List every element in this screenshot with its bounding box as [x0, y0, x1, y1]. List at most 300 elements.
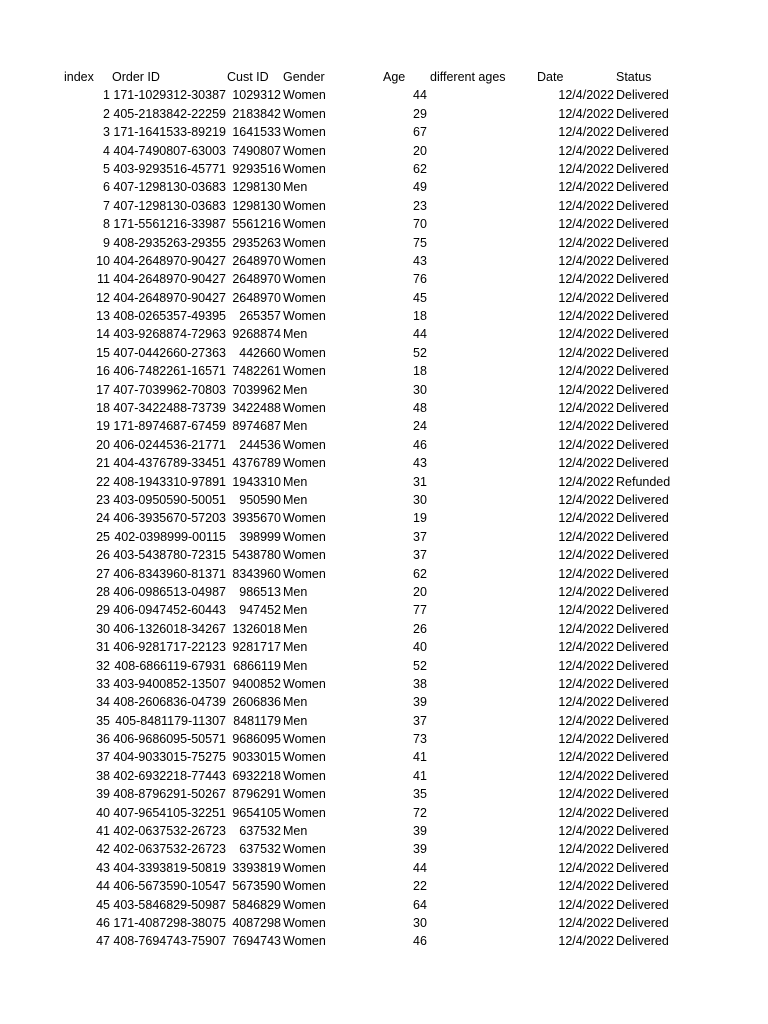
cell-status: Delivered: [616, 253, 669, 268]
cell-index: 8: [103, 217, 110, 232]
cell-cust-id: 9400852: [232, 676, 281, 691]
cell-gender: Women: [283, 566, 326, 581]
cell-index: 17: [96, 382, 110, 397]
cell-cust-id: 986513: [239, 584, 281, 599]
cell-age: 45: [413, 290, 427, 305]
cell-order-id: 408-8796291-50267: [113, 787, 226, 802]
table-row: [0, 859, 768, 877]
cell-order-id: 171-8974687-67459: [113, 419, 226, 434]
cell-gender: Women: [283, 309, 326, 324]
cell-order-id: 407-1298130-03683: [113, 198, 226, 213]
cell-order-id: 408-1943310-97891: [113, 474, 226, 489]
table-row: [0, 822, 768, 840]
cell-gender: Men: [283, 492, 308, 507]
cell-date: 12/4/2022: [558, 511, 614, 526]
cell-cust-id: 8481179: [233, 713, 281, 728]
cell-index: 24: [96, 511, 110, 526]
table-body: [0, 86, 768, 950]
cell-gender: Women: [283, 548, 326, 563]
cell-gender: Women: [283, 345, 326, 360]
cell-date: 12/4/2022: [558, 290, 614, 305]
cell-index: 35: [96, 713, 110, 728]
cell-date: 12/4/2022: [558, 603, 614, 618]
cell-cust-id: 398999: [239, 529, 281, 544]
cell-order-id: 171-1641533-89219: [113, 125, 226, 140]
cell-date: 12/4/2022: [558, 364, 614, 379]
cell-status: Delivered: [616, 860, 669, 875]
table-row: [0, 693, 768, 711]
cell-gender: Women: [283, 511, 326, 526]
cell-cust-id: 9268874: [232, 327, 281, 342]
cell-gender: Women: [283, 125, 326, 140]
cell-cust-id: 244536: [239, 437, 281, 452]
cell-status: Delivered: [616, 382, 669, 397]
table-row: [0, 546, 768, 564]
cell-cust-id: 4376789: [232, 456, 281, 471]
cell-order-id: 406-0244536-21771: [113, 437, 226, 452]
cell-status: Delivered: [616, 180, 669, 195]
cell-index: 34: [96, 695, 110, 710]
cell-order-id: 403-0950590-50051: [113, 492, 226, 507]
cell-order-id: 406-3935670-57203: [113, 511, 226, 526]
cell-gender: Women: [283, 290, 326, 305]
table-row: [0, 178, 768, 196]
cell-gender: Women: [283, 272, 326, 287]
cell-status: Delivered: [616, 879, 669, 894]
table-row: [0, 344, 768, 362]
cell-index: 16: [96, 364, 110, 379]
cell-date: 12/4/2022: [558, 805, 614, 820]
cell-index: 9: [103, 235, 110, 250]
cell-status: Delivered: [616, 492, 669, 507]
cell-status: Delivered: [616, 125, 669, 140]
cell-order-id: 402-0637532-26723: [113, 824, 226, 839]
cell-status: Delivered: [616, 345, 669, 360]
table-row: [0, 748, 768, 766]
cell-order-id: 407-1298130-03683: [113, 180, 226, 195]
cell-date: 12/4/2022: [558, 456, 614, 471]
cell-order-id: 404-2648970-90427: [113, 290, 226, 305]
cell-gender: Women: [283, 88, 326, 103]
table-row: [0, 565, 768, 583]
cell-date: 12/4/2022: [558, 621, 614, 636]
cell-index: 4: [103, 143, 110, 158]
cell-order-id: 404-2648970-90427: [113, 272, 226, 287]
cell-index: 32: [96, 658, 110, 673]
table-row: [0, 638, 768, 656]
cell-index: 43: [96, 860, 110, 875]
cell-index: 39: [96, 787, 110, 802]
cell-date: 12/4/2022: [558, 732, 614, 747]
table-row: [0, 123, 768, 141]
cell-age: 30: [413, 492, 427, 507]
cell-gender: Women: [283, 805, 326, 820]
cell-age: 41: [413, 768, 427, 783]
cell-order-id: 403-5846829-50987: [113, 897, 226, 912]
cell-date: 12/4/2022: [558, 842, 614, 857]
cell-date: 12/4/2022: [558, 401, 614, 416]
cell-index: 29: [96, 603, 110, 618]
cell-date: 12/4/2022: [558, 272, 614, 287]
cell-cust-id: 2935263: [232, 235, 281, 250]
cell-date: 12/4/2022: [558, 529, 614, 544]
cell-age: 75: [413, 235, 427, 250]
table-row: [0, 840, 768, 858]
cell-index: 36: [96, 732, 110, 747]
table-row: [0, 730, 768, 748]
cell-cust-id: 7694743: [232, 934, 281, 949]
table-row: [0, 932, 768, 950]
cell-index: 21: [96, 456, 110, 471]
cell-date: 12/4/2022: [558, 474, 614, 489]
cell-age: 76: [413, 272, 427, 287]
cell-age: 67: [413, 125, 427, 140]
cell-status: Delivered: [616, 566, 669, 581]
cell-gender: Women: [283, 198, 326, 213]
cell-gender: Women: [283, 934, 326, 949]
cell-gender: Women: [283, 842, 326, 857]
cell-cust-id: 950590: [239, 492, 281, 507]
cell-age: 26: [413, 621, 427, 636]
cell-status: Delivered: [616, 511, 669, 526]
cell-cust-id: 9293516: [232, 161, 281, 176]
cell-status: Delivered: [616, 824, 669, 839]
cell-status: Delivered: [616, 621, 669, 636]
table-row: [0, 289, 768, 307]
cell-age: 23: [413, 198, 427, 213]
cell-order-id: 408-2935263-29355: [113, 235, 226, 250]
cell-age: 39: [413, 824, 427, 839]
cell-order-id: 408-0265357-49395: [113, 309, 226, 324]
cell-date: 12/4/2022: [558, 345, 614, 360]
cell-age: 24: [413, 419, 427, 434]
cell-order-id: 402-0637532-26723: [113, 842, 226, 857]
table-row: [0, 86, 768, 104]
cell-index: 26: [96, 548, 110, 563]
table-row: [0, 601, 768, 619]
table-row: [0, 473, 768, 491]
header-cust-id: Cust ID: [227, 70, 269, 84]
cell-status: Delivered: [616, 842, 669, 857]
cell-index: 28: [96, 584, 110, 599]
cell-age: 64: [413, 897, 427, 912]
cell-status: Delivered: [616, 750, 669, 765]
cell-index: 7: [103, 198, 110, 213]
cell-status: Delivered: [616, 787, 669, 802]
cell-cust-id: 2648970: [232, 253, 281, 268]
cell-order-id: 406-0986513-04987: [113, 584, 226, 599]
cell-age: 44: [413, 88, 427, 103]
cell-age: 62: [413, 161, 427, 176]
cell-gender: Women: [283, 364, 326, 379]
cell-age: 49: [413, 180, 427, 195]
cell-order-id: 404-9033015-75275: [113, 750, 226, 765]
cell-gender: Men: [283, 640, 308, 655]
cell-cust-id: 3935670: [232, 511, 281, 526]
cell-date: 12/4/2022: [558, 713, 614, 728]
cell-gender: Men: [283, 382, 308, 397]
cell-cust-id: 2648970: [232, 272, 281, 287]
cell-age: 43: [413, 456, 427, 471]
cell-order-id: 406-5673590-10547: [113, 879, 226, 894]
cell-status: Delivered: [616, 658, 669, 673]
cell-gender: Women: [283, 915, 326, 930]
table-row: [0, 804, 768, 822]
cell-index: 1: [103, 88, 110, 103]
cell-age: 41: [413, 750, 427, 765]
cell-status: Delivered: [616, 695, 669, 710]
cell-order-id: 403-9400852-13507: [113, 676, 226, 691]
cell-status: Delivered: [616, 529, 669, 544]
cell-age: 18: [413, 364, 427, 379]
cell-index: 41: [96, 824, 110, 839]
cell-age: 29: [413, 106, 427, 121]
table-row: [0, 767, 768, 785]
cell-gender: Women: [283, 732, 326, 747]
table-row: [0, 417, 768, 435]
cell-status: Delivered: [616, 584, 669, 599]
cell-date: 12/4/2022: [558, 860, 614, 875]
cell-order-id: 404-7490807-63003: [113, 143, 226, 158]
cell-cust-id: 1298130: [232, 198, 281, 213]
cell-status: Delivered: [616, 198, 669, 213]
cell-status: Delivered: [616, 897, 669, 912]
cell-status: Delivered: [616, 217, 669, 232]
cell-order-id: 406-8343960-81371: [113, 566, 226, 581]
cell-age: 30: [413, 382, 427, 397]
cell-status: Delivered: [616, 768, 669, 783]
cell-status: Delivered: [616, 309, 669, 324]
table-row: [0, 675, 768, 693]
cell-date: 12/4/2022: [558, 180, 614, 195]
table-row: [0, 215, 768, 233]
table-row: [0, 620, 768, 638]
cell-cust-id: 9654105: [232, 805, 281, 820]
cell-date: 12/4/2022: [558, 106, 614, 121]
cell-order-id: 406-0947452-60443: [113, 603, 226, 618]
cell-date: 12/4/2022: [558, 787, 614, 802]
cell-cust-id: 7490807: [232, 143, 281, 158]
cell-status: Delivered: [616, 548, 669, 563]
cell-cust-id: 3422488: [232, 401, 281, 416]
cell-gender: Men: [283, 419, 308, 434]
cell-status: Delivered: [616, 732, 669, 747]
cell-date: 12/4/2022: [558, 309, 614, 324]
cell-age: 39: [413, 695, 427, 710]
cell-gender: Women: [283, 235, 326, 250]
cell-order-id: 407-9654105-32251: [113, 805, 226, 820]
cell-status: Delivered: [616, 290, 669, 305]
cell-gender: Women: [283, 529, 326, 544]
cell-gender: Women: [283, 161, 326, 176]
cell-order-id: 405-8481179-11307: [115, 713, 226, 728]
cell-order-id: 171-5561216-33987: [113, 217, 226, 232]
cell-index: 46: [96, 915, 110, 930]
cell-status: Delivered: [616, 805, 669, 820]
cell-cust-id: 1943310: [232, 474, 281, 489]
cell-status: Delivered: [616, 143, 669, 158]
header-row: [0, 68, 768, 86]
cell-index: 27: [96, 566, 110, 581]
cell-order-id: 407-3422488-73739: [113, 401, 226, 416]
cell-age: 18: [413, 309, 427, 324]
table-row: [0, 142, 768, 160]
cell-index: 6: [103, 180, 110, 195]
cell-gender: Women: [283, 217, 326, 232]
table-row: [0, 160, 768, 178]
cell-age: 20: [413, 143, 427, 158]
cell-index: 5: [103, 161, 110, 176]
cell-index: 10: [96, 253, 110, 268]
cell-gender: Men: [283, 824, 308, 839]
cell-order-id: 171-4087298-38075: [113, 915, 226, 930]
table-row: [0, 252, 768, 270]
cell-index: 2: [103, 106, 110, 121]
cell-age: 48: [413, 401, 427, 416]
cell-gender: Women: [283, 787, 326, 802]
cell-order-id: 406-9281717-22123: [113, 640, 226, 655]
cell-index: 45: [96, 897, 110, 912]
cell-age: 37: [413, 548, 427, 563]
cell-cust-id: 8974687: [232, 419, 281, 434]
cell-age: 39: [413, 842, 427, 857]
cell-cust-id: 5673590: [232, 879, 281, 894]
cell-gender: Women: [283, 106, 326, 121]
cell-index: 12: [96, 290, 110, 305]
cell-status: Delivered: [616, 640, 669, 655]
cell-gender: Women: [283, 437, 326, 452]
cell-cust-id: 2648970: [232, 290, 281, 305]
cell-date: 12/4/2022: [558, 824, 614, 839]
cell-cust-id: 1029312: [232, 88, 281, 103]
cell-date: 12/4/2022: [558, 566, 614, 581]
cell-status: Delivered: [616, 106, 669, 121]
cell-age: 19: [413, 511, 427, 526]
cell-age: 43: [413, 253, 427, 268]
cell-gender: Men: [283, 474, 308, 489]
cell-index: 15: [96, 345, 110, 360]
cell-cust-id: 2183842: [232, 106, 281, 121]
cell-age: 44: [413, 860, 427, 875]
cell-cust-id: 947452: [239, 603, 281, 618]
header-status: Status: [616, 70, 652, 84]
cell-index: 30: [96, 621, 110, 636]
cell-cust-id: 5438780: [232, 548, 281, 563]
cell-date: 12/4/2022: [558, 217, 614, 232]
cell-index: 14: [96, 327, 110, 342]
cell-index: 42: [96, 842, 110, 857]
header-gender: Gender: [283, 70, 325, 84]
table-row: [0, 583, 768, 601]
cell-order-id: 406-9686095-50571: [113, 732, 226, 747]
cell-date: 12/4/2022: [558, 419, 614, 434]
cell-gender: Men: [283, 713, 308, 728]
cell-gender: Women: [283, 253, 326, 268]
cell-date: 12/4/2022: [558, 548, 614, 563]
cell-cust-id: 5846829: [232, 897, 281, 912]
table-row: [0, 270, 768, 288]
spreadsheet-table: [0, 68, 768, 951]
cell-cust-id: 1641533: [232, 125, 281, 140]
cell-index: 40: [96, 805, 110, 820]
table-row: [0, 491, 768, 509]
cell-age: 46: [413, 934, 427, 949]
cell-age: 40: [413, 640, 427, 655]
cell-status: Delivered: [616, 915, 669, 930]
cell-cust-id: 9033015: [232, 750, 281, 765]
table-row: [0, 712, 768, 730]
cell-gender: Women: [283, 676, 326, 691]
cell-cust-id: 637532: [239, 842, 281, 857]
cell-cust-id: 4087298: [232, 915, 281, 930]
cell-order-id: 171-1029312-30387: [113, 88, 226, 103]
cell-age: 52: [413, 345, 427, 360]
cell-date: 12/4/2022: [558, 235, 614, 250]
cell-status: Delivered: [616, 934, 669, 949]
cell-status: Delivered: [616, 161, 669, 176]
table-row: [0, 657, 768, 675]
cell-status: Delivered: [616, 437, 669, 452]
cell-cust-id: 3393819: [232, 860, 281, 875]
cell-age: 20: [413, 584, 427, 599]
cell-status: Delivered: [616, 419, 669, 434]
cell-gender: Men: [283, 603, 308, 618]
table-row: [0, 436, 768, 454]
cell-status: Delivered: [616, 88, 669, 103]
cell-order-id: 403-9293516-45771: [113, 161, 226, 176]
cell-order-id: 407-0442660-27363: [113, 345, 226, 360]
cell-status: Delivered: [616, 364, 669, 379]
table-row: [0, 454, 768, 472]
cell-date: 12/4/2022: [558, 915, 614, 930]
cell-index: 44: [96, 879, 110, 894]
cell-date: 12/4/2022: [558, 198, 614, 213]
header-order-id: Order ID: [112, 70, 160, 84]
cell-order-id: 404-3393819-50819: [113, 860, 226, 875]
cell-gender: Women: [283, 768, 326, 783]
cell-index: 18: [96, 401, 110, 416]
table-row: [0, 509, 768, 527]
cell-order-id: 406-7482261-16571: [113, 364, 226, 379]
cell-age: 72: [413, 805, 427, 820]
cell-cust-id: 1298130: [232, 180, 281, 195]
cell-age: 44: [413, 327, 427, 342]
cell-age: 70: [413, 217, 427, 232]
cell-order-id: 405-2183842-22259: [113, 106, 226, 121]
cell-status: Delivered: [616, 401, 669, 416]
cell-date: 12/4/2022: [558, 676, 614, 691]
cell-status: Delivered: [616, 603, 669, 618]
cell-index: 38: [96, 768, 110, 783]
cell-age: 38: [413, 676, 427, 691]
cell-age: 35: [413, 787, 427, 802]
cell-cust-id: 7039962: [232, 382, 281, 397]
cell-order-id: 402-6932218-77443: [113, 768, 226, 783]
cell-cust-id: 8343960: [232, 566, 281, 581]
cell-date: 12/4/2022: [558, 934, 614, 949]
cell-index: 13: [96, 309, 110, 324]
cell-status: Delivered: [616, 272, 669, 287]
cell-gender: Women: [283, 860, 326, 875]
table-row: [0, 785, 768, 803]
cell-date: 12/4/2022: [558, 125, 614, 140]
cell-gender: Women: [283, 879, 326, 894]
table-row: [0, 105, 768, 123]
cell-gender: Women: [283, 897, 326, 912]
cell-date: 12/4/2022: [558, 437, 614, 452]
table-row: [0, 877, 768, 895]
cell-cust-id: 9281717: [232, 640, 281, 655]
